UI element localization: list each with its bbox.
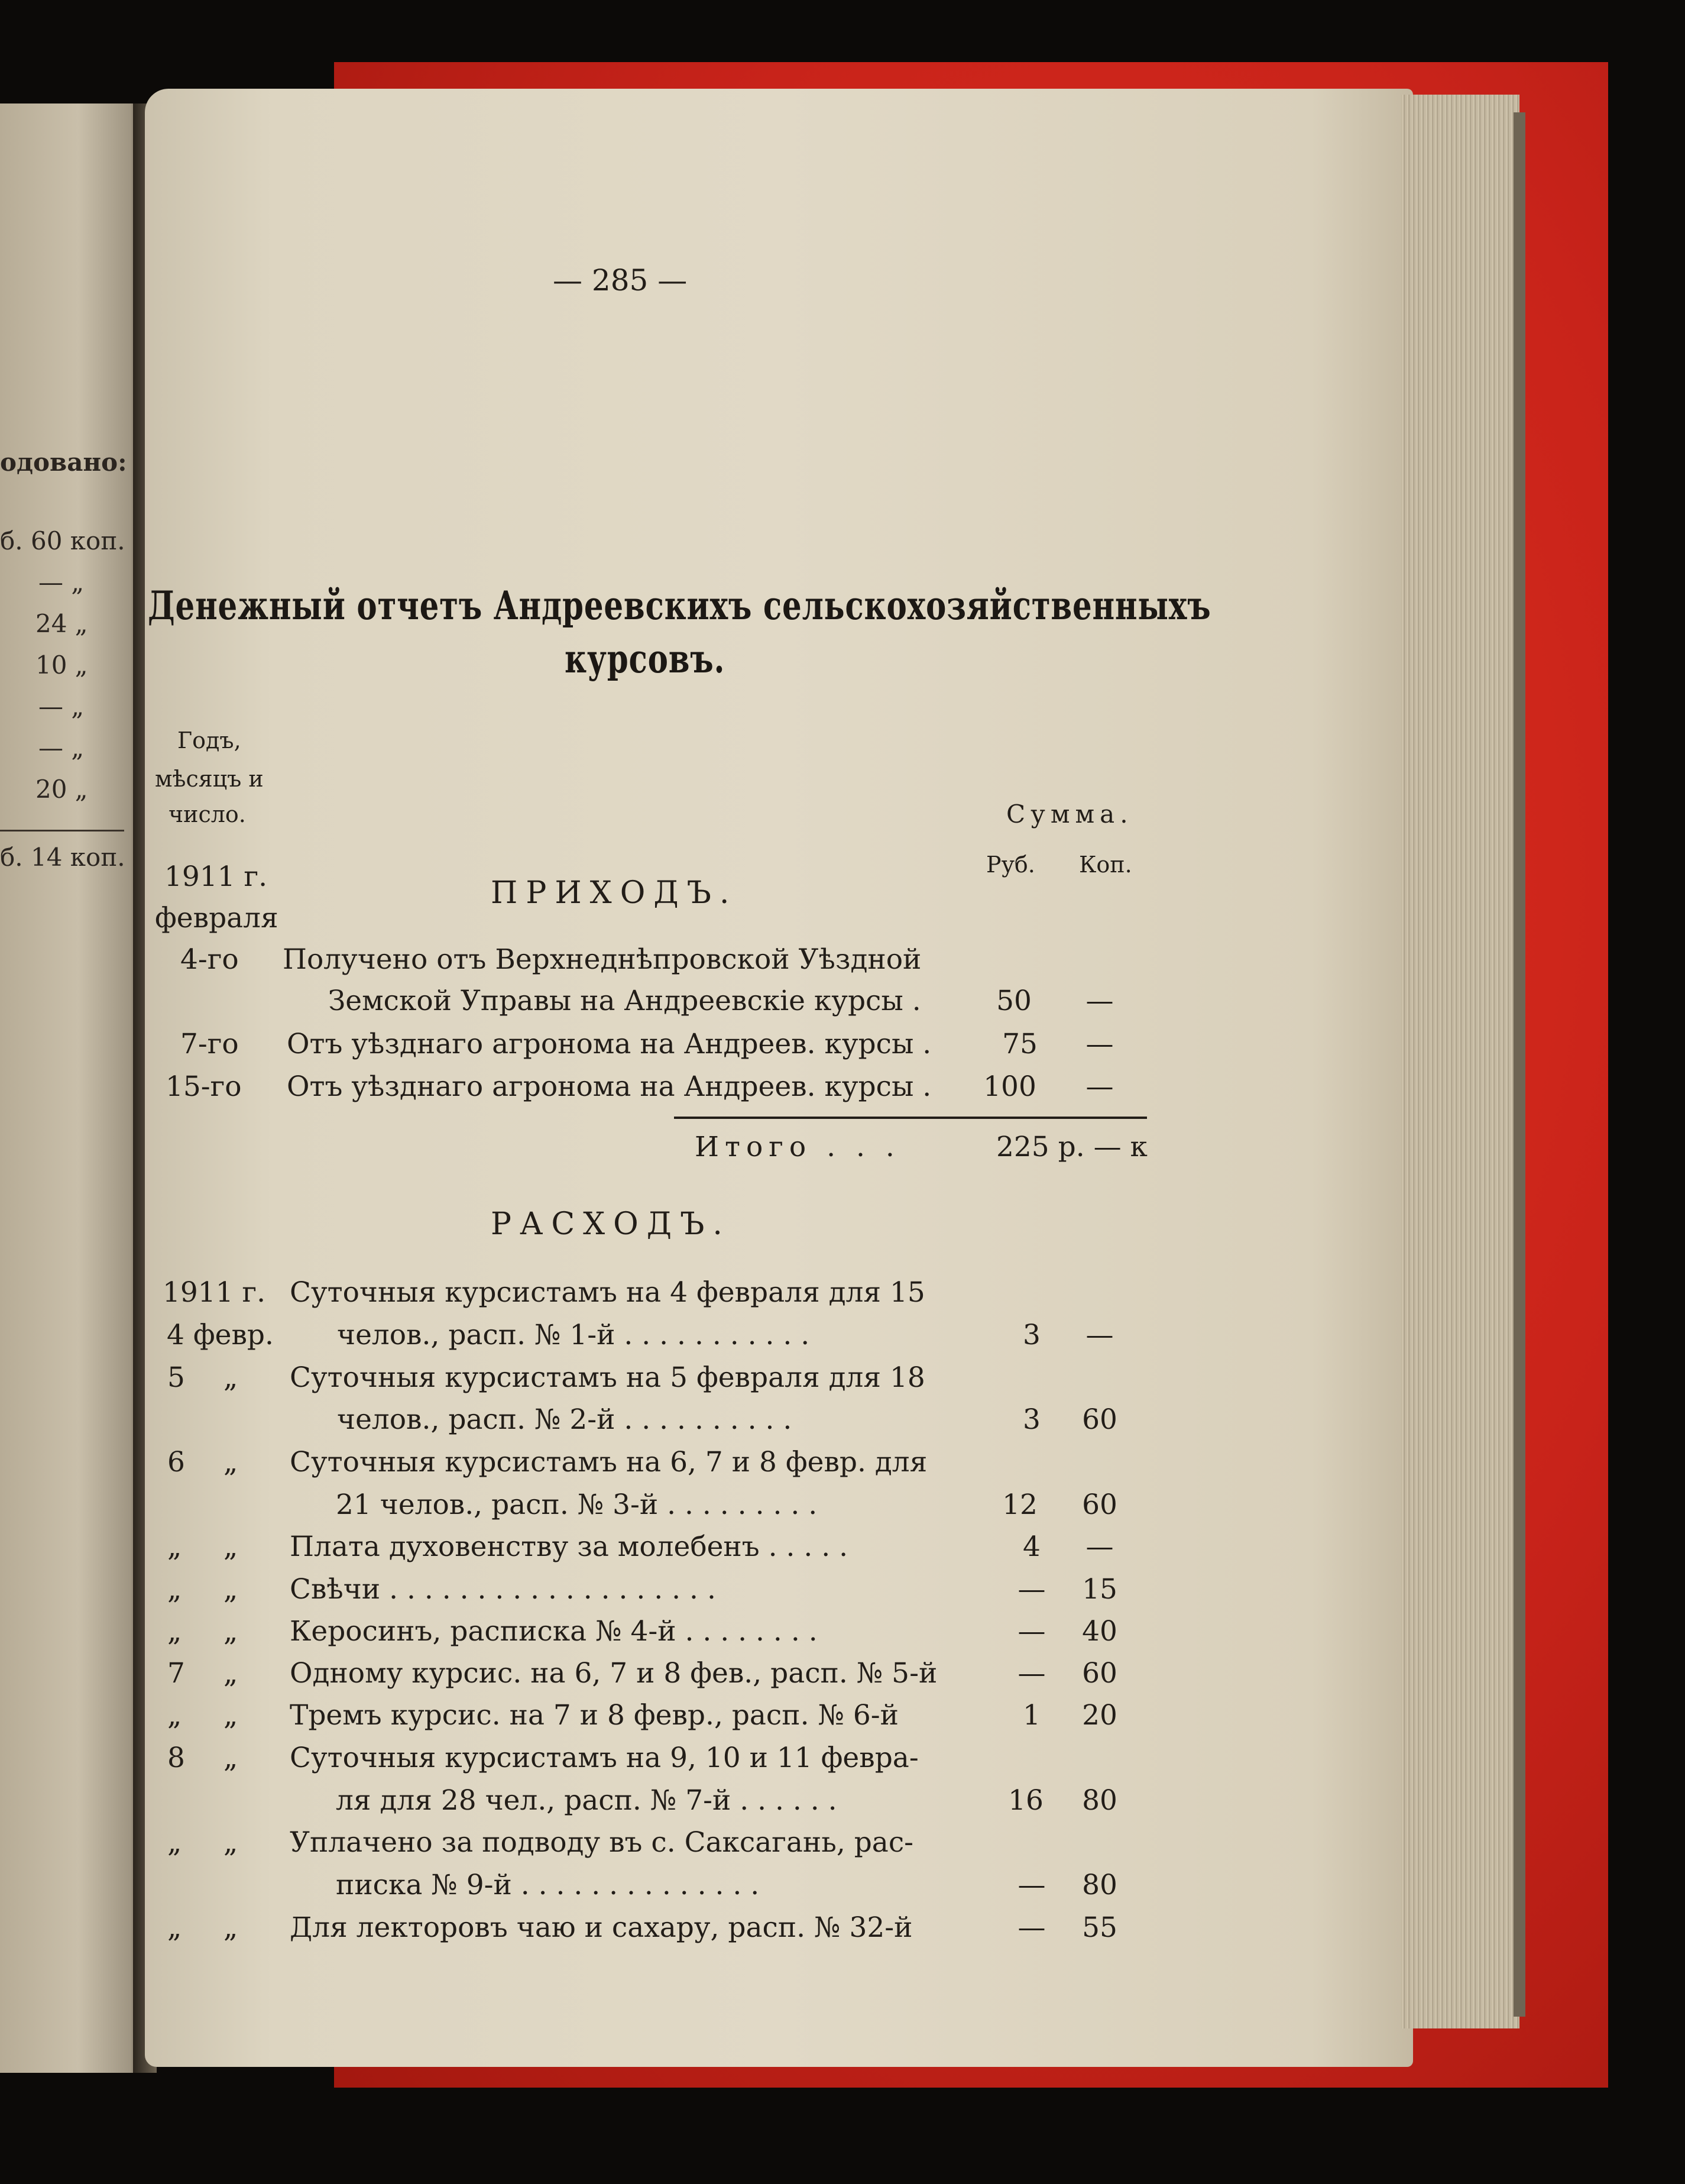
expense-description: челов., расп. № 1-й . . . . . . . . . . . bbox=[337, 1319, 810, 1351]
expense-description: писка № 9-й . . . . . . . . . . . . . . bbox=[336, 1869, 760, 1901]
expense-rub: — bbox=[1018, 1573, 1046, 1606]
expense-rub: 4 bbox=[1023, 1531, 1041, 1563]
expense-date: 5 bbox=[167, 1361, 185, 1394]
left-page-value: — „ bbox=[38, 692, 85, 721]
income-total-value: 225 р. — к bbox=[996, 1131, 1148, 1163]
left-page-value: — „ bbox=[38, 733, 85, 762]
expense-date-ditto: „ bbox=[167, 1699, 182, 1732]
expense-description: Керосинъ, расписка № 4-й . . . . . . . . bbox=[290, 1615, 818, 1648]
expense-date-ditto: „ bbox=[167, 1531, 182, 1563]
expense-description: Тремъ курсис. на 7 и 8 февр., расп. № 6-й bbox=[290, 1699, 899, 1732]
sum-column-header: Сумма. bbox=[1006, 800, 1133, 829]
rub-column-header: Руб. bbox=[986, 852, 1035, 878]
page-edge bbox=[1401, 95, 1519, 2028]
expense-description: челов., расп. № 2-й . . . . . . . . . . bbox=[337, 1403, 792, 1436]
income-date: 4-го bbox=[180, 943, 239, 976]
income-kop: — bbox=[1085, 985, 1114, 1017]
left-page-value: — „ bbox=[38, 568, 85, 597]
expense-date-ditto: „ bbox=[223, 1615, 238, 1648]
income-date: 7-го bbox=[180, 1028, 239, 1060]
income-kop: — bbox=[1085, 1070, 1114, 1103]
year-label: 1911 г. bbox=[164, 860, 268, 893]
expense-date-ditto: „ bbox=[167, 1573, 182, 1606]
expense-date: 4 февр. bbox=[167, 1319, 274, 1351]
expense-section-title: РАСХОДЪ. bbox=[491, 1206, 731, 1242]
expense-kop: 80 bbox=[1082, 1869, 1117, 1901]
page-edge-shadow bbox=[1514, 112, 1525, 2017]
expense-date-ditto: „ bbox=[223, 1699, 238, 1732]
income-description: Отъ уѣзднаго агронома на Андреев. курсы . bbox=[287, 1028, 932, 1060]
expense-rub: — bbox=[1018, 1911, 1046, 1944]
expense-date: 7 bbox=[167, 1657, 185, 1690]
expense-description: Одному курсис. на 6, 7 и 8 фев., расп. № 5-й bbox=[290, 1657, 938, 1690]
income-description: Получено отъ Верхнеднѣпровской Уѣздной bbox=[283, 943, 922, 976]
expense-description: Плата духовенству за молебенъ . . . . . bbox=[290, 1531, 848, 1563]
expense-date-ditto: „ bbox=[223, 1361, 238, 1394]
left-page-heading: одовано: bbox=[0, 448, 127, 477]
expense-date: 1911 г. bbox=[163, 1276, 266, 1309]
expense-date-ditto: „ bbox=[223, 1657, 238, 1690]
expense-rub: — bbox=[1018, 1615, 1046, 1648]
left-page-value: 24 „ bbox=[35, 609, 88, 638]
left-page-value: 10 „ bbox=[35, 651, 88, 680]
date-column-header: Годъ, bbox=[177, 727, 241, 753]
income-total-label: Итого . . . bbox=[695, 1131, 900, 1163]
expense-description: ля для 28 чел., расп. № 7-й . . . . . . bbox=[336, 1784, 837, 1817]
expense-date-ditto: „ bbox=[167, 1826, 182, 1859]
income-kop: — bbox=[1085, 1028, 1114, 1060]
expense-date: 6 bbox=[167, 1446, 185, 1478]
expense-kop: 60 bbox=[1082, 1489, 1117, 1521]
date-column-header: мѣсяцъ и bbox=[155, 766, 264, 792]
expense-description: Суточныя курсистамъ на 6, 7 и 8 февр. для bbox=[290, 1446, 928, 1478]
expense-rub: 12 bbox=[1002, 1489, 1038, 1521]
expense-date-ditto: „ bbox=[167, 1911, 182, 1944]
expense-date-ditto: „ bbox=[223, 1742, 238, 1774]
expense-description: Уплачено за подводу въ с. Саксагань, рас- bbox=[290, 1826, 914, 1859]
expense-kop: 40 bbox=[1082, 1615, 1117, 1648]
income-rub: 50 bbox=[996, 985, 1032, 1017]
kop-column-header: Коп. bbox=[1079, 852, 1132, 878]
income-description: Земской Управы на Андреевскіе курсы . bbox=[328, 985, 921, 1017]
previous-page bbox=[0, 103, 142, 2073]
page-number: — 285 — bbox=[553, 263, 688, 297]
left-page-value: 20 „ bbox=[35, 775, 88, 804]
expense-kop: 80 bbox=[1082, 1784, 1117, 1817]
income-rub: 75 bbox=[1002, 1028, 1038, 1060]
expense-description: Суточныя курсистамъ на 9, 10 и 11 февра- bbox=[290, 1742, 919, 1774]
left-page-rule bbox=[0, 830, 124, 831]
expense-description: Свѣчи . . . . . . . . . . . . . . . . . . . bbox=[290, 1573, 716, 1606]
income-date: 15-го bbox=[166, 1070, 242, 1103]
expense-description: Суточныя курсистамъ на 4 февраля для 15 bbox=[290, 1276, 925, 1309]
expense-kop: 60 bbox=[1082, 1403, 1117, 1436]
report-title-line2: курсовъ. bbox=[565, 636, 725, 682]
left-page-total: б. 14 коп. bbox=[0, 843, 125, 872]
income-description: Отъ уѣзднаго агронома на Андреев. курсы . bbox=[287, 1070, 932, 1103]
expense-date-ditto: „ bbox=[167, 1615, 182, 1648]
report-title-line1: Денежный отчетъ Андреевскихъ сельскохозяйственныхъ bbox=[148, 583, 1211, 629]
expense-date: 8 bbox=[167, 1742, 185, 1774]
expense-date-ditto: „ bbox=[223, 1573, 238, 1606]
expense-rub: 1 bbox=[1023, 1699, 1041, 1732]
total-rule bbox=[674, 1117, 1147, 1119]
left-page-value: б. 60 коп. bbox=[0, 526, 125, 555]
expense-rub: — bbox=[1018, 1657, 1046, 1690]
expense-kop: — bbox=[1085, 1319, 1114, 1351]
expense-date-ditto: „ bbox=[223, 1911, 238, 1944]
income-rub: 100 bbox=[983, 1070, 1036, 1103]
expense-rub: 16 bbox=[1008, 1784, 1044, 1817]
expense-date-ditto: „ bbox=[223, 1826, 238, 1859]
expense-rub: 3 bbox=[1023, 1403, 1041, 1436]
date-column-header: число. bbox=[168, 801, 246, 827]
expense-date-ditto: „ bbox=[223, 1531, 238, 1563]
expense-rub: — bbox=[1018, 1869, 1046, 1901]
expense-description: 21 челов., расп. № 3-й . . . . . . . . . bbox=[336, 1489, 818, 1521]
expense-kop: 20 bbox=[1082, 1699, 1117, 1732]
expense-description: Суточныя курсистамъ на 5 февраля для 18 bbox=[290, 1361, 925, 1394]
month-label: февраля bbox=[155, 902, 278, 934]
expense-rub: 3 bbox=[1023, 1319, 1041, 1351]
income-section-title: ПРИХОДЪ. bbox=[491, 875, 738, 911]
expense-date-ditto: „ bbox=[223, 1446, 238, 1478]
expense-kop: 60 bbox=[1082, 1657, 1117, 1690]
expense-kop: — bbox=[1085, 1531, 1114, 1563]
expense-description: Для лекторовъ чаю и сахару, расп. № 32-й bbox=[290, 1911, 913, 1944]
expense-kop: 15 bbox=[1082, 1573, 1117, 1606]
expense-kop: 55 bbox=[1082, 1911, 1117, 1944]
